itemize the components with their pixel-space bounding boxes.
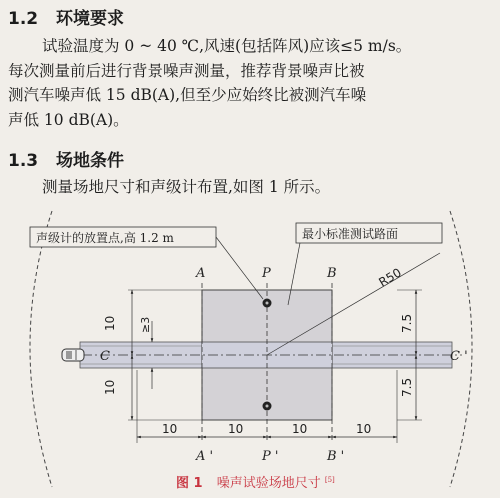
dim-bottom-text: 10 [162, 422, 178, 436]
caption-text: 噪声试验场地尺寸 [216, 476, 321, 491]
dim-bottom-text: 10 [356, 422, 372, 436]
label-b-prime: B ' [327, 449, 345, 464]
section-heading-1-3 [8, 150, 124, 172]
paragraph-site [8, 175, 494, 200]
label-a: A [196, 266, 206, 281]
site-diagram [0, 205, 500, 498]
paragraph-line: 每次测量前后进行背景噪声测量，推荐背景噪声比被 [8, 61, 365, 80]
dim-bottom-text: 10 [292, 422, 308, 436]
caption-number: 图 1 [176, 476, 203, 491]
car-icon [62, 349, 84, 361]
microphone-point-core [266, 302, 269, 305]
dim-right-text: 7.5 [400, 377, 414, 397]
label-a-prime: A ' [196, 449, 214, 464]
callout-mic-text: 声级计的放置点,高 1.2 m [36, 231, 174, 245]
boundary-arc-left [30, 211, 52, 487]
dim-gap-text: ≥3 [139, 316, 152, 333]
paragraph-line: 试验温度为 0 ~ 40 ℃,风速(包括阵风)应该≤5 m/s。 [42, 37, 412, 55]
dim-right-text: 7.5 [400, 313, 414, 333]
label-p: P [262, 266, 271, 281]
test-site-figure [0, 205, 500, 498]
caption-reference: [5] [324, 476, 335, 484]
callout-area-text: 最小标准测试路面 [302, 227, 399, 241]
figure-caption [176, 475, 335, 491]
section-number: 1.3 [8, 151, 39, 171]
section-title: 环境要求 [56, 9, 124, 29]
label-c: C [100, 349, 110, 364]
paragraph-line: 测汽车噪声低 15 dB(A),但至少应始终比被测汽车噪 [8, 86, 367, 104]
section-number: 1.2 [8, 9, 39, 29]
dim-left-text: 10 [103, 379, 117, 395]
dim-bottom-text: 10 [228, 422, 244, 436]
label-p-prime: P ' [262, 449, 279, 464]
section-title: 场地条件 [56, 151, 124, 171]
paragraph-environment [8, 34, 494, 132]
section-heading-1-2 [8, 8, 124, 30]
microphone-point-core [266, 405, 269, 408]
label-b: B [327, 266, 337, 281]
radius-label: R50 [376, 265, 404, 290]
paragraph-line: 声低 10 dB(A)。 [8, 110, 129, 129]
label-c-prime: C ' [450, 349, 468, 364]
paragraph-line: 测量场地尺寸和声级计布置,如图 1 所示。 [42, 178, 331, 196]
dim-left-text: 10 [103, 315, 117, 331]
